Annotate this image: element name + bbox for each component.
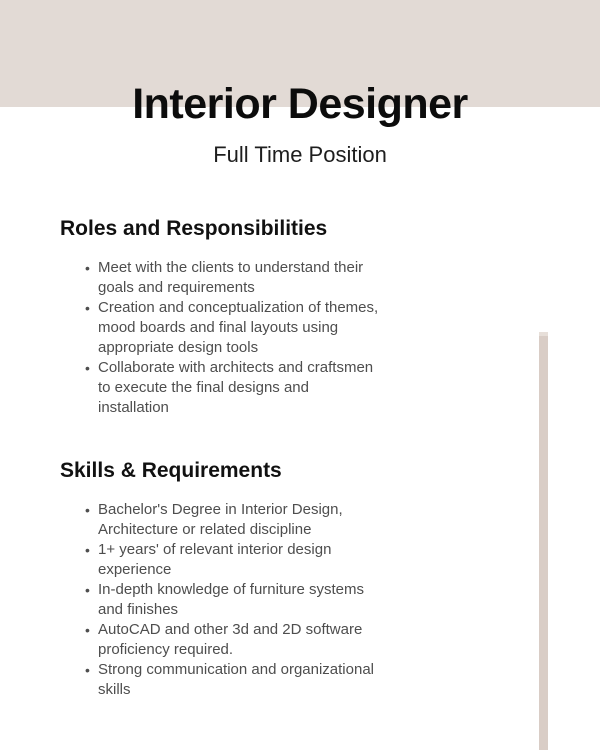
list-item-line: skills — [98, 681, 131, 698]
list-item-line: experience — [98, 561, 172, 578]
list-item-line: • Meet with the clients to understand their — [98, 259, 364, 276]
list-item — [60, 540, 500, 580]
list-item-line: proficiency required. — [98, 641, 234, 658]
scrollbar-thumb[interactable] — [539, 332, 548, 750]
section-heading-roles: Roles and Responsibilities — [60, 217, 328, 240]
list-item — [60, 298, 500, 358]
list-item-line: goals and requirements — [98, 279, 255, 296]
list-item — [60, 580, 500, 620]
list-item — [60, 660, 500, 700]
skills-list — [60, 500, 500, 700]
list-item — [60, 358, 500, 418]
roles-list — [60, 258, 500, 418]
list-item-line: • Strong communication and organizational — [98, 661, 374, 678]
list-item-line: • AutoCAD and other 3d and 2D software — [98, 621, 363, 638]
list-item — [60, 620, 500, 660]
list-item-line: appropriate design tools — [98, 339, 259, 356]
list-item-line: mood boards and final layouts using — [98, 319, 339, 336]
list-item — [60, 500, 500, 540]
list-item-line: • 1+ years' of relevant interior design — [98, 541, 332, 558]
section-heading-skills: Skills & Requirements — [60, 459, 282, 482]
page-title: Interior Designer — [132, 80, 468, 128]
list-item-line: • Bachelor's Degree in Interior Design, — [98, 501, 343, 518]
list-item-line: • Collaborate with architects and craftsmen — [98, 359, 374, 376]
page-subtitle: Full Time Position — [213, 142, 387, 167]
list-item-line: Architecture or related discipline — [98, 521, 312, 538]
list-item — [60, 258, 500, 298]
list-item-line: • Creation and conceptualization of themes, — [98, 299, 379, 316]
list-item-line: and finishes — [98, 601, 179, 618]
list-item-line: • In-depth knowledge of furniture systems — [98, 581, 364, 598]
document-content — [60, 217, 500, 700]
list-item-line: to execute the final designs and — [98, 379, 309, 396]
list-item-line: installation — [98, 399, 169, 416]
